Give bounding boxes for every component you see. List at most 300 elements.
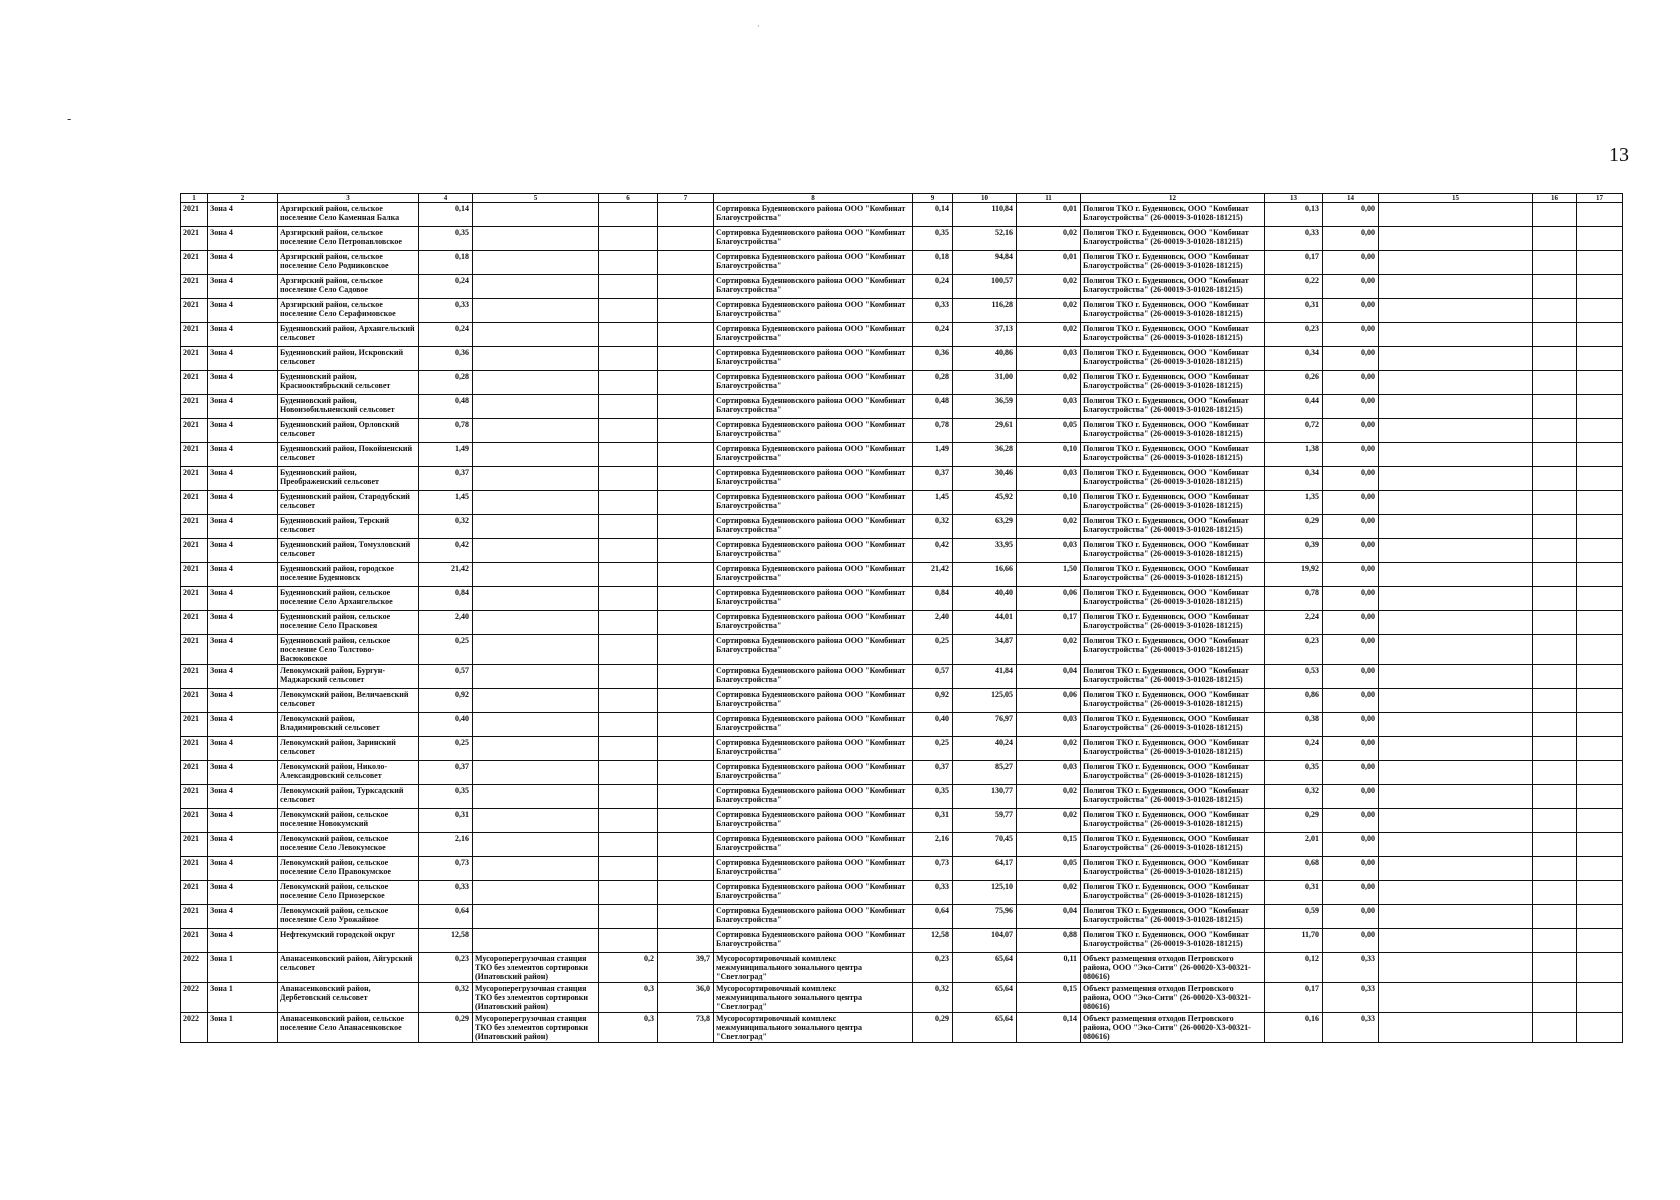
- table-cell-col-5: [473, 665, 599, 689]
- table-cell-col-2: Зона 4: [208, 833, 278, 857]
- table-cell-col-7: 73,8: [658, 1013, 714, 1043]
- table-cell-col-9: 0,31: [913, 809, 953, 833]
- table-cell-col-10: 104,07: [953, 929, 1017, 953]
- table-cell-col-10: 36,28: [953, 443, 1017, 467]
- table-cell-col-17: [1577, 689, 1623, 713]
- table-cell-col-12: Полигон ТКО г. Буденновск, ООО "Комбинат Благоустройства" (26-00019-З-01028-181215): [1081, 203, 1265, 227]
- table-cell-col-17: [1577, 347, 1623, 371]
- column-header-9: 9: [913, 194, 953, 203]
- table-cell-col-6: [599, 347, 658, 371]
- table-cell-col-2: Зона 1: [208, 1013, 278, 1043]
- table-row: [181, 395, 1623, 419]
- table-cell-col-10: 75,96: [953, 905, 1017, 929]
- table-cell-col-12: Полигон ТКО г. Буденновск, ООО "Комбинат Благоустройства" (26-00019-З-01028-181215): [1081, 881, 1265, 905]
- table-cell-col-16: [1533, 467, 1577, 491]
- table-cell-col-2: Зона 4: [208, 905, 278, 929]
- table-cell-col-8: Сортировка Буденновского района ООО "Комбинат Благоустройства": [714, 737, 913, 761]
- table-cell-col-12: Полигон ТКО г. Буденновск, ООО "Комбинат Благоустройства" (26-00019-З-01028-181215): [1081, 665, 1265, 689]
- table-cell-col-17: [1577, 539, 1623, 563]
- table-cell-col-14: 0,00: [1323, 857, 1379, 881]
- table-cell-col-4: 0,29: [419, 1013, 473, 1043]
- table-cell-col-1: 2021: [181, 761, 208, 785]
- table-cell-col-1: 2021: [181, 347, 208, 371]
- table-cell-col-1: 2021: [181, 881, 208, 905]
- table-cell-col-3: Левокумский район, Заринский сельсовет: [278, 737, 419, 761]
- table-cell-col-9: 0,37: [913, 761, 953, 785]
- table-cell-col-3: Левокумский район, сельское поселение Село Правокумское: [278, 857, 419, 881]
- table-cell-col-3: Левокумский район, сельское поселение Село Урожайное: [278, 905, 419, 929]
- table-cell-col-1: 2021: [181, 857, 208, 881]
- table-cell-col-6: [599, 515, 658, 539]
- table-cell-col-5: [473, 347, 599, 371]
- table-cell-col-9: 0,36: [913, 347, 953, 371]
- table-cell-col-11: 0,03: [1017, 395, 1081, 419]
- table-cell-col-12: Полигон ТКО г. Буденновск, ООО "Комбинат Благоустройства" (26-00019-З-01028-181215): [1081, 587, 1265, 611]
- table-cell-col-11: 0,17: [1017, 611, 1081, 635]
- column-header-14: 14: [1323, 194, 1379, 203]
- table-cell-col-14: 0,00: [1323, 881, 1379, 905]
- table-cell-col-17: [1577, 467, 1623, 491]
- table-cell-col-8: Сортировка Буденновского района ООО "Комбинат Благоустройства": [714, 203, 913, 227]
- table-cell-col-1: 2021: [181, 611, 208, 635]
- table-cell-col-12: Полигон ТКО г. Буденновск, ООО "Комбинат Благоустройства" (26-00019-З-01028-181215): [1081, 857, 1265, 881]
- table-cell-col-5: [473, 323, 599, 347]
- table-cell-col-17: [1577, 587, 1623, 611]
- table-cell-col-4: 0,64: [419, 905, 473, 929]
- table-cell-col-17: [1577, 515, 1623, 539]
- table-cell-col-7: [658, 323, 714, 347]
- table-cell-col-6: [599, 251, 658, 275]
- table-cell-col-4: 0,33: [419, 881, 473, 905]
- table-cell-col-16: [1533, 809, 1577, 833]
- table-cell-col-16: [1533, 905, 1577, 929]
- table-cell-col-5: Мусороперегрузочная станция ТКО без элементов сортировки (Ипатовский район): [473, 983, 599, 1013]
- table-cell-col-4: 0,25: [419, 737, 473, 761]
- table-cell-col-8: Сортировка Буденновского района ООО "Комбинат Благоустройства": [714, 563, 913, 587]
- table-row: [181, 323, 1623, 347]
- table-cell-col-6: [599, 665, 658, 689]
- table-cell-col-13: 0,34: [1265, 347, 1323, 371]
- table-cell-col-2: Зона 4: [208, 635, 278, 665]
- table-cell-col-4: 0,42: [419, 539, 473, 563]
- table-cell-col-4: 0,57: [419, 665, 473, 689]
- table-cell-col-9: 0,32: [913, 983, 953, 1013]
- table-row: [181, 983, 1623, 1013]
- table-cell-col-10: 31,00: [953, 371, 1017, 395]
- table-cell-col-11: 0,03: [1017, 761, 1081, 785]
- table-cell-col-7: [658, 371, 714, 395]
- table-cell-col-7: [658, 299, 714, 323]
- table-cell-col-6: [599, 881, 658, 905]
- table-cell-col-17: [1577, 635, 1623, 665]
- table-cell-col-2: Зона 4: [208, 467, 278, 491]
- table-cell-col-13: 0,17: [1265, 251, 1323, 275]
- table-cell-col-11: 0,15: [1017, 833, 1081, 857]
- table-cell-col-5: [473, 689, 599, 713]
- table-cell-col-10: 100,57: [953, 275, 1017, 299]
- table-cell-col-1: 2021: [181, 203, 208, 227]
- table-cell-col-2: Зона 4: [208, 275, 278, 299]
- table-cell-col-10: 125,10: [953, 881, 1017, 905]
- table-cell-col-2: Зона 4: [208, 665, 278, 689]
- table-cell-col-1: 2021: [181, 395, 208, 419]
- table-cell-col-15: [1379, 809, 1533, 833]
- table-cell-col-5: [473, 299, 599, 323]
- table-cell-col-3: Буденновский район, Покойненский сельсовет: [278, 443, 419, 467]
- table-cell-col-14: 0,00: [1323, 635, 1379, 665]
- table-cell-col-3: Буденновский район, сельское поселение Село Толстово-Васюковское: [278, 635, 419, 665]
- table-cell-col-13: 0,59: [1265, 905, 1323, 929]
- table-cell-col-7: [658, 857, 714, 881]
- table-cell-col-14: 0,00: [1323, 713, 1379, 737]
- table-cell-col-2: Зона 4: [208, 857, 278, 881]
- table-cell-col-4: 0,23: [419, 953, 473, 983]
- table-cell-col-15: [1379, 1013, 1533, 1043]
- table-cell-col-3: Буденновский район, Орловский сельсовет: [278, 419, 419, 443]
- table-cell-col-9: 0,25: [913, 635, 953, 665]
- table-cell-col-14: 0,00: [1323, 299, 1379, 323]
- table-cell-col-2: Зона 4: [208, 491, 278, 515]
- table-cell-col-7: [658, 251, 714, 275]
- table-cell-col-10: 125,05: [953, 689, 1017, 713]
- table-cell-col-6: [599, 737, 658, 761]
- table-cell-col-5: [473, 467, 599, 491]
- table-cell-col-9: 0,40: [913, 713, 953, 737]
- table-cell-col-16: [1533, 983, 1577, 1013]
- table-cell-col-17: [1577, 737, 1623, 761]
- table-cell-col-13: 0,23: [1265, 323, 1323, 347]
- table-cell-col-1: 2021: [181, 737, 208, 761]
- scan-mark: -: [67, 112, 72, 126]
- table-cell-col-11: 1,50: [1017, 563, 1081, 587]
- table-cell-col-13: 1,38: [1265, 443, 1323, 467]
- table-cell-col-6: [599, 785, 658, 809]
- table-row: [181, 251, 1623, 275]
- table-cell-col-8: Сортировка Буденновского района ООО "Комбинат Благоустройства": [714, 347, 913, 371]
- table-cell-col-4: 0,28: [419, 371, 473, 395]
- table-cell-col-13: 0,29: [1265, 515, 1323, 539]
- table-cell-col-6: [599, 323, 658, 347]
- table-row: [181, 347, 1623, 371]
- table-cell-col-15: [1379, 347, 1533, 371]
- table-cell-col-17: [1577, 665, 1623, 689]
- table-cell-col-12: Полигон ТКО г. Буденновск, ООО "Комбинат Благоустройства" (26-00019-З-01028-181215): [1081, 929, 1265, 953]
- table-cell-col-12: Полигон ТКО г. Буденновск, ООО "Комбинат Благоустройства" (26-00019-З-01028-181215): [1081, 299, 1265, 323]
- table-cell-col-9: 0,35: [913, 227, 953, 251]
- table-cell-col-5: [473, 881, 599, 905]
- table-cell-col-10: 116,28: [953, 299, 1017, 323]
- table-cell-col-12: Полигон ТКО г. Буденновск, ООО "Комбинат Благоустройства" (26-00019-З-01028-181215): [1081, 515, 1265, 539]
- table-cell-col-5: Мусороперегрузочная станция ТКО без элементов сортировки (Ипатовский район): [473, 953, 599, 983]
- table-cell-col-4: 12,58: [419, 929, 473, 953]
- table-cell-col-5: [473, 761, 599, 785]
- table-cell-col-8: Сортировка Буденновского района ООО "Комбинат Благоустройства": [714, 929, 913, 953]
- data-table: [180, 193, 1623, 1043]
- table-cell-col-12: Полигон ТКО г. Буденновск, ООО "Комбинат Благоустройства" (26-00019-З-01028-181215): [1081, 395, 1265, 419]
- table-row: [181, 953, 1623, 983]
- table-cell-col-15: [1379, 761, 1533, 785]
- table-cell-col-13: 0,44: [1265, 395, 1323, 419]
- table-cell-col-11: 0,02: [1017, 275, 1081, 299]
- column-header-4: 4: [419, 194, 473, 203]
- table-row: [181, 227, 1623, 251]
- table-cell-col-10: 40,40: [953, 587, 1017, 611]
- table-cell-col-3: Левокумский район, Бургун-Маджарский сельсовет: [278, 665, 419, 689]
- table-cell-col-7: [658, 809, 714, 833]
- table-cell-col-7: 36,0: [658, 983, 714, 1013]
- table-cell-col-2: Зона 4: [208, 443, 278, 467]
- table-cell-col-17: [1577, 809, 1623, 833]
- table-cell-col-8: Сортировка Буденновского района ООО "Комбинат Благоустройства": [714, 611, 913, 635]
- table-cell-col-16: [1533, 323, 1577, 347]
- table-cell-col-2: Зона 4: [208, 515, 278, 539]
- table-cell-col-13: 2,24: [1265, 611, 1323, 635]
- table-cell-col-7: [658, 419, 714, 443]
- table-cell-col-8: Сортировка Буденновского района ООО "Комбинат Благоустройства": [714, 905, 913, 929]
- table-cell-col-2: Зона 4: [208, 587, 278, 611]
- table-cell-col-7: [658, 203, 714, 227]
- table-cell-col-10: 16,66: [953, 563, 1017, 587]
- table-cell-col-6: [599, 203, 658, 227]
- table-cell-col-2: Зона 1: [208, 953, 278, 983]
- table-cell-col-11: 0,05: [1017, 857, 1081, 881]
- table-cell-col-15: [1379, 857, 1533, 881]
- table-cell-col-11: 0,88: [1017, 929, 1081, 953]
- table-cell-col-2: Зона 4: [208, 299, 278, 323]
- table-cell-col-3: Левокумский район, Николо-Александровский сельсовет: [278, 761, 419, 785]
- column-header-17: 17: [1577, 194, 1623, 203]
- table-cell-col-2: Зона 1: [208, 983, 278, 1013]
- table-cell-col-2: Зона 4: [208, 761, 278, 785]
- table-cell-col-6: [599, 539, 658, 563]
- table-body: [181, 203, 1623, 1043]
- table-cell-col-3: Левокумский район, сельское поселение Село Приозерское: [278, 881, 419, 905]
- table-cell-col-15: [1379, 611, 1533, 635]
- table-cell-col-16: [1533, 713, 1577, 737]
- table-cell-col-15: [1379, 275, 1533, 299]
- table-cell-col-4: 0,48: [419, 395, 473, 419]
- table-cell-col-3: Левокумский район, Турксадский сельсовет: [278, 785, 419, 809]
- table-row: [181, 737, 1623, 761]
- table-cell-col-8: Сортировка Буденновского района ООО "Комбинат Благоустройства": [714, 809, 913, 833]
- table-cell-col-14: 0,00: [1323, 467, 1379, 491]
- table-cell-col-14: 0,00: [1323, 203, 1379, 227]
- table-cell-col-17: [1577, 1013, 1623, 1043]
- column-header-13: 13: [1265, 194, 1323, 203]
- table-cell-col-12: Полигон ТКО г. Буденновск, ООО "Комбинат Благоустройства" (26-00019-З-01028-181215): [1081, 785, 1265, 809]
- table-cell-col-13: 0,68: [1265, 857, 1323, 881]
- table-cell-col-17: [1577, 203, 1623, 227]
- table-cell-col-8: Сортировка Буденновского района ООО "Комбинат Благоустройства": [714, 833, 913, 857]
- table-cell-col-8: Сортировка Буденновского района ООО "Комбинат Благоустройства": [714, 251, 913, 275]
- column-header-1: 1: [181, 194, 208, 203]
- table-cell-col-4: 0,33: [419, 299, 473, 323]
- table-cell-col-8: Сортировка Буденновского района ООО "Комбинат Благоустройства": [714, 515, 913, 539]
- table-cell-col-7: [658, 563, 714, 587]
- table-cell-col-15: [1379, 539, 1533, 563]
- table-cell-col-5: [473, 611, 599, 635]
- table-cell-col-9: 0,37: [913, 467, 953, 491]
- table-cell-col-13: 0,24: [1265, 737, 1323, 761]
- table-cell-col-14: 0,00: [1323, 347, 1379, 371]
- table-cell-col-14: 0,33: [1323, 1013, 1379, 1043]
- table-cell-col-6: 0,3: [599, 1013, 658, 1043]
- table-cell-col-5: [473, 713, 599, 737]
- table-cell-col-15: [1379, 713, 1533, 737]
- table-cell-col-10: 130,77: [953, 785, 1017, 809]
- table-cell-col-3: Арзгирский район, сельское поселение Село Родниковское: [278, 251, 419, 275]
- table-cell-col-16: [1533, 395, 1577, 419]
- table-cell-col-8: Сортировка Буденновского района ООО "Комбинат Благоустройства": [714, 227, 913, 251]
- table-cell-col-16: [1533, 587, 1577, 611]
- table-cell-col-1: 2022: [181, 983, 208, 1013]
- table-cell-col-6: [599, 857, 658, 881]
- table-cell-col-15: [1379, 905, 1533, 929]
- table-cell-col-10: 94,84: [953, 251, 1017, 275]
- table-cell-col-15: [1379, 665, 1533, 689]
- column-header-16: 16: [1533, 194, 1577, 203]
- table-cell-col-12: Полигон ТКО г. Буденновск, ООО "Комбинат Благоустройства" (26-00019-З-01028-181215): [1081, 323, 1265, 347]
- table-cell-col-9: 12,58: [913, 929, 953, 953]
- table-cell-col-4: 0,36: [419, 347, 473, 371]
- table-cell-col-5: [473, 371, 599, 395]
- table-cell-col-17: [1577, 713, 1623, 737]
- table-cell-col-16: [1533, 227, 1577, 251]
- table-row: [181, 881, 1623, 905]
- table-cell-col-16: [1533, 491, 1577, 515]
- table-cell-col-9: 21,42: [913, 563, 953, 587]
- table-cell-col-14: 0,00: [1323, 737, 1379, 761]
- scan-mark: ·: [757, 22, 760, 32]
- table-cell-col-17: [1577, 371, 1623, 395]
- table-cell-col-12: Объект размещения отходов Петровского района, ООО "Эко-Сити" (26-00020-Х3-00321-080616): [1081, 1013, 1265, 1043]
- table-cell-col-17: [1577, 983, 1623, 1013]
- table-row: [181, 515, 1623, 539]
- table-cell-col-17: [1577, 611, 1623, 635]
- table-row: [181, 563, 1623, 587]
- table-cell-col-5: [473, 587, 599, 611]
- table-cell-col-11: 0,03: [1017, 467, 1081, 491]
- table-cell-col-11: 0,02: [1017, 299, 1081, 323]
- table-cell-col-14: 0,00: [1323, 443, 1379, 467]
- table-cell-col-8: Сортировка Буденновского района ООО "Комбинат Благоустройства": [714, 419, 913, 443]
- table-cell-col-1: 2021: [181, 563, 208, 587]
- table-cell-col-15: [1379, 563, 1533, 587]
- table-cell-col-9: 0,78: [913, 419, 953, 443]
- table-cell-col-7: [658, 737, 714, 761]
- table-cell-col-11: 0,02: [1017, 635, 1081, 665]
- table-cell-col-9: 0,33: [913, 299, 953, 323]
- table-row: [181, 929, 1623, 953]
- table-cell-col-11: 0,11: [1017, 953, 1081, 983]
- table-cell-col-5: [473, 737, 599, 761]
- table-cell-col-17: [1577, 299, 1623, 323]
- table-cell-col-16: [1533, 881, 1577, 905]
- table-cell-col-16: [1533, 953, 1577, 983]
- table-cell-col-4: 0,78: [419, 419, 473, 443]
- table-cell-col-7: 39,7: [658, 953, 714, 983]
- table-cell-col-4: 0,18: [419, 251, 473, 275]
- table-cell-col-15: [1379, 881, 1533, 905]
- table-row: [181, 587, 1623, 611]
- table-cell-col-8: Сортировка Буденновского района ООО "Комбинат Благоустройства": [714, 689, 913, 713]
- table-cell-col-1: 2021: [181, 443, 208, 467]
- table-cell-col-2: Зона 4: [208, 323, 278, 347]
- table-cell-col-16: [1533, 347, 1577, 371]
- table-cell-col-15: [1379, 371, 1533, 395]
- page-number: 13: [1609, 144, 1629, 166]
- table-cell-col-10: 65,64: [953, 953, 1017, 983]
- table-cell-col-13: 0,12: [1265, 953, 1323, 983]
- table-cell-col-11: 0,06: [1017, 689, 1081, 713]
- table-cell-col-13: 0,35: [1265, 761, 1323, 785]
- table-cell-col-4: 0,40: [419, 713, 473, 737]
- table-cell-col-11: 0,05: [1017, 419, 1081, 443]
- table-cell-col-6: [599, 587, 658, 611]
- table-cell-col-3: Буденновский район, городское поселение Буденновск: [278, 563, 419, 587]
- table-cell-col-4: 0,14: [419, 203, 473, 227]
- table-cell-col-15: [1379, 443, 1533, 467]
- table-cell-col-5: [473, 809, 599, 833]
- table-cell-col-10: 65,64: [953, 1013, 1017, 1043]
- table-cell-col-6: [599, 905, 658, 929]
- table-cell-col-15: [1379, 929, 1533, 953]
- table-cell-col-15: [1379, 395, 1533, 419]
- table-cell-col-8: Сортировка Буденновского района ООО "Комбинат Благоустройства": [714, 857, 913, 881]
- table-cell-col-6: [599, 395, 658, 419]
- table-cell-col-1: 2021: [181, 491, 208, 515]
- table-cell-col-13: 0,78: [1265, 587, 1323, 611]
- table-cell-col-13: 0,16: [1265, 1013, 1323, 1043]
- table-cell-col-12: Полигон ТКО г. Буденновск, ООО "Комбинат Благоустройства" (26-00019-З-01028-181215): [1081, 833, 1265, 857]
- table-cell-col-6: [599, 227, 658, 251]
- table-cell-col-4: 2,16: [419, 833, 473, 857]
- table-cell-col-9: 0,29: [913, 1013, 953, 1043]
- table-cell-col-7: [658, 785, 714, 809]
- table-row: [181, 443, 1623, 467]
- table-row: [181, 857, 1623, 881]
- table-cell-col-3: Нефтекумский городской округ: [278, 929, 419, 953]
- table-cell-col-9: 0,18: [913, 251, 953, 275]
- table-cell-col-15: [1379, 737, 1533, 761]
- table-cell-col-17: [1577, 563, 1623, 587]
- table-cell-col-8: Сортировка Буденновского района ООО "Комбинат Благоустройства": [714, 395, 913, 419]
- table-cell-col-2: Зона 4: [208, 611, 278, 635]
- table-cell-col-13: 2,01: [1265, 833, 1323, 857]
- table-cell-col-10: 33,95: [953, 539, 1017, 563]
- table-cell-col-16: [1533, 539, 1577, 563]
- table-cell-col-2: Зона 4: [208, 689, 278, 713]
- table-cell-col-8: Сортировка Буденновского района ООО "Комбинат Благоустройства": [714, 635, 913, 665]
- table-cell-col-1: 2021: [181, 467, 208, 491]
- table-row: [181, 419, 1623, 443]
- table-cell-col-12: Полигон ТКО г. Буденновск, ООО "Комбинат Благоустройства" (26-00019-З-01028-181215): [1081, 227, 1265, 251]
- table-cell-col-11: 0,10: [1017, 443, 1081, 467]
- table-cell-col-7: [658, 539, 714, 563]
- table-cell-col-17: [1577, 881, 1623, 905]
- table-cell-col-10: 45,92: [953, 491, 1017, 515]
- table-cell-col-8: Сортировка Буденновского района ООО "Комбинат Благоустройства": [714, 665, 913, 689]
- table-cell-col-16: [1533, 833, 1577, 857]
- table-cell-col-14: 0,00: [1323, 251, 1379, 275]
- table-cell-col-2: Зона 4: [208, 929, 278, 953]
- table-cell-col-13: 0,39: [1265, 539, 1323, 563]
- table-cell-col-6: [599, 833, 658, 857]
- table-cell-col-11: 0,03: [1017, 539, 1081, 563]
- table-cell-col-9: 0,84: [913, 587, 953, 611]
- table-cell-col-16: [1533, 203, 1577, 227]
- table-cell-col-13: 0,23: [1265, 635, 1323, 665]
